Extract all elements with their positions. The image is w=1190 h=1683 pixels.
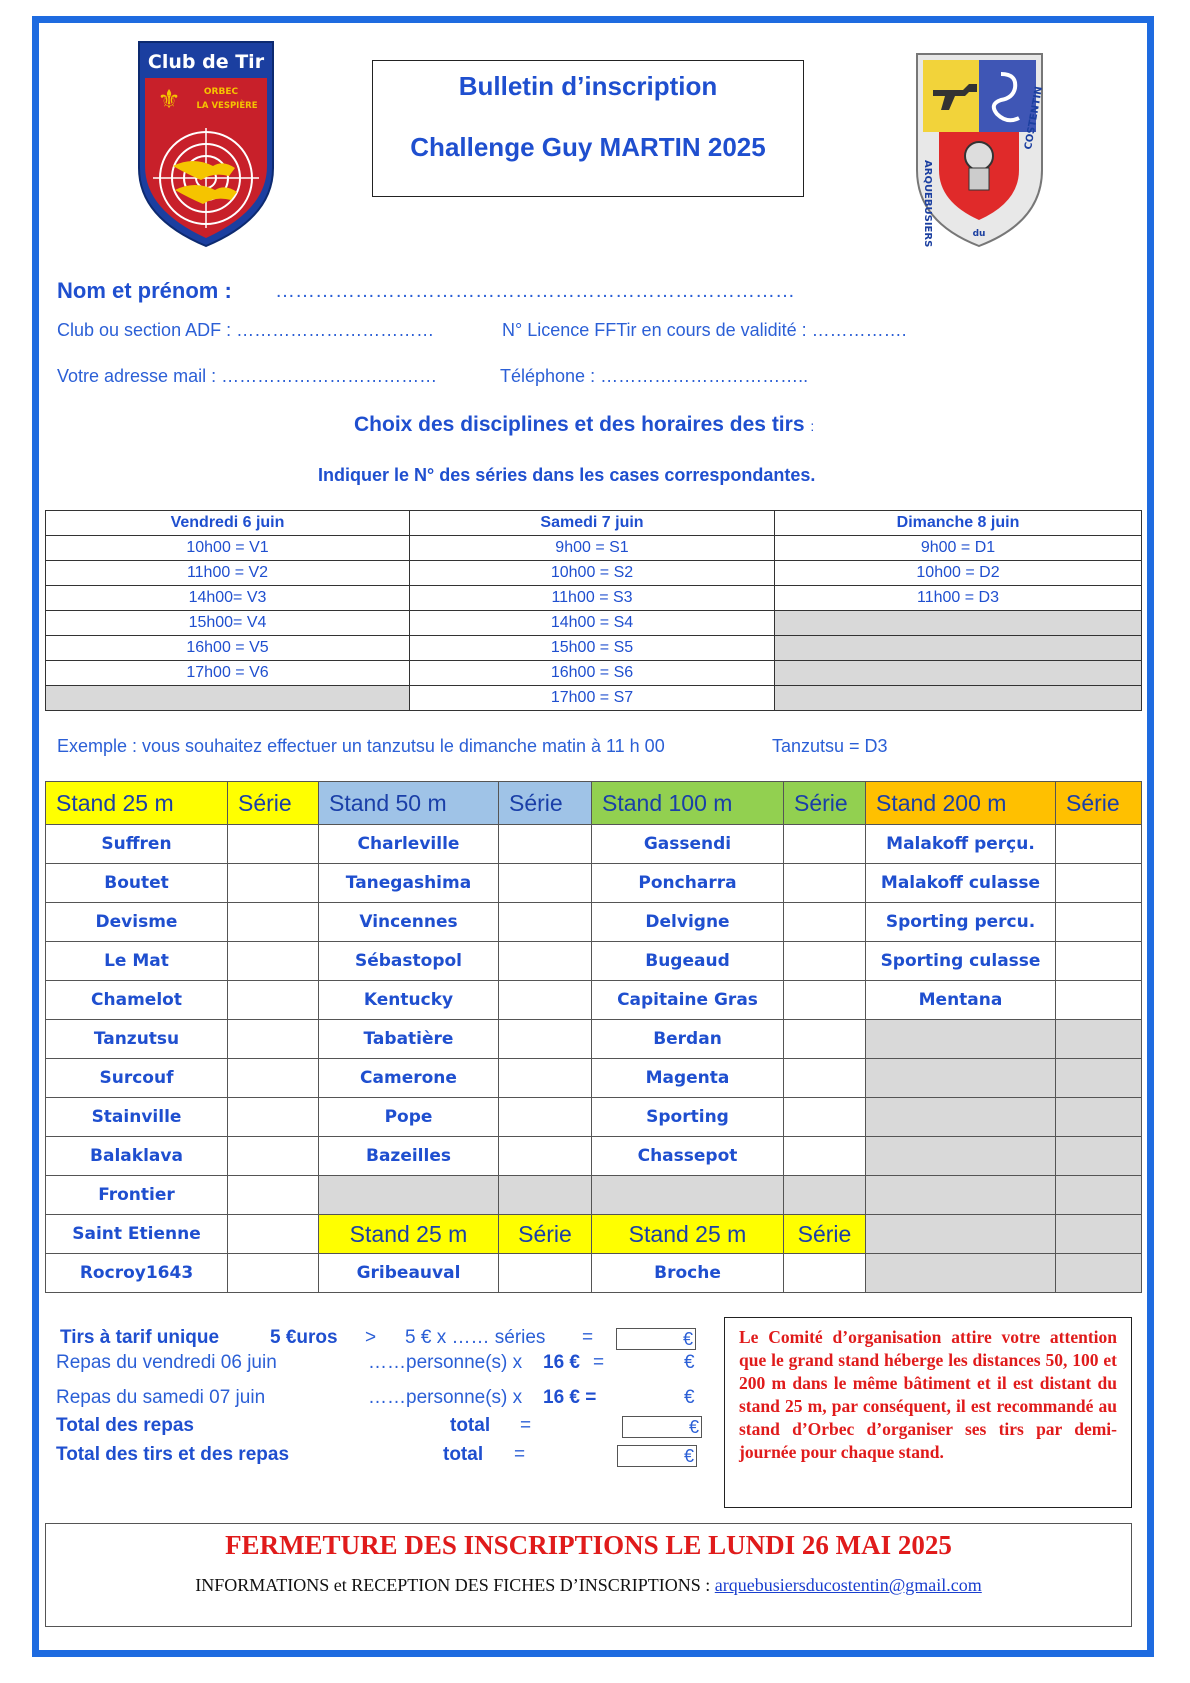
disciplines-table: [45, 781, 1142, 1293]
schedule-row: [46, 536, 1142, 561]
discipline-100m: Poncharra: [592, 864, 784, 903]
section-title-text: Choix des disciplines et des horaires des tirs: [354, 413, 805, 436]
discipline-50m: Charleville: [319, 825, 499, 864]
serie-input-extra-a[interactable]: [499, 1254, 592, 1293]
serie-input-200m[interactable]: [1056, 864, 1142, 903]
repas-vendredi-euro[interactable]: €: [684, 1352, 695, 1373]
schedule-cell: 15h00= V4: [46, 611, 410, 636]
schedule-cell: 9h00 = D1: [775, 536, 1142, 561]
schedule-row: [46, 611, 1142, 636]
empty-cell: [866, 1098, 1056, 1137]
schedule-cell: 16h00 = S6: [410, 661, 775, 686]
empty-cell: [1056, 1215, 1142, 1254]
section-title: [354, 413, 814, 437]
serie-input-25m[interactable]: [228, 1020, 319, 1059]
discipline-50m: Bazeilles: [319, 1137, 499, 1176]
empty-cell: [1056, 1254, 1142, 1293]
discipline-50m: Kentucky: [319, 981, 499, 1020]
discipline-200m: Sporting percu.: [866, 903, 1056, 942]
closing-info-text: INFORMATIONS et RECEPTION DES FICHES D’INSCRIPTIONS :: [195, 1575, 711, 1595]
schedule-cell: 15h00 = S5: [410, 636, 775, 661]
serie-input-200m[interactable]: [1056, 942, 1142, 981]
contact-email-link[interactable]: arquebusiersducostentin@gmail.com: [714, 1575, 982, 1595]
empty-cell: [866, 1254, 1056, 1293]
discipline-25m: Frontier: [46, 1176, 228, 1215]
discipline-25m: Balaklava: [46, 1137, 228, 1176]
closing-title: FERMETURE DES INSCRIPTIONS LE LUNDI 26 MAI 2025: [225, 1530, 952, 1560]
disciplines-header-row: [46, 782, 1142, 825]
serie-input-100m[interactable]: [784, 864, 866, 903]
serie-input-50m[interactable]: [499, 942, 592, 981]
empty-cell: [499, 1176, 592, 1215]
empty-cell: [1056, 1176, 1142, 1215]
empty-cell: [1056, 1020, 1142, 1059]
empty-cell: [319, 1176, 499, 1215]
serie-input-25m[interactable]: [228, 981, 319, 1020]
discipline-row: [46, 825, 1142, 864]
schedule-row: [46, 636, 1142, 661]
email-field[interactable]: Votre adresse mail : ………………………………: [57, 366, 438, 386]
discipline-25m: Stainville: [46, 1098, 228, 1137]
discipline-200m: Mentana: [866, 981, 1056, 1020]
schedule-cell-empty: [775, 636, 1142, 661]
header-serie: Série: [228, 782, 319, 825]
serie-input-25m[interactable]: [228, 825, 319, 864]
discipline-25m: Devisme: [46, 903, 228, 942]
empty-cell: [784, 1176, 866, 1215]
empty-cell: [1056, 1059, 1142, 1098]
header-serie: Série: [1056, 782, 1142, 825]
schedule-cell-empty: [775, 611, 1142, 636]
schedule-header-saturday: Samedi 7 juin: [410, 511, 775, 536]
serie-input-100m[interactable]: [784, 1059, 866, 1098]
serie-input-50m[interactable]: [499, 1098, 592, 1137]
serie-input-25m[interactable]: [228, 1098, 319, 1137]
total-general-label: Total des tirs et des repas: [56, 1444, 290, 1465]
discipline-200m: Sporting culasse: [866, 942, 1056, 981]
empty-cell: [866, 1176, 1056, 1215]
svg-text:LA VESPIÈRE: LA VESPIÈRE: [196, 101, 258, 111]
schedule-cell-empty: [775, 686, 1142, 711]
title-box: [372, 60, 804, 197]
schedule-cell: 11h00 = V2: [46, 561, 410, 586]
tarif-gt: >: [365, 1327, 377, 1348]
discipline-100m: Capitaine Gras: [592, 981, 784, 1020]
club-de-tir-logo: [133, 38, 279, 250]
discipline-25m: Suffren: [46, 825, 228, 864]
discipline-50m: Tanegashima: [319, 864, 499, 903]
name-label: Nom et prénom :: [57, 278, 232, 303]
discipline-25m: Saint Etienne: [46, 1215, 228, 1254]
schedule-row: [46, 661, 1142, 686]
empty-cell: [592, 1176, 784, 1215]
discipline-50m: Vincennes: [319, 903, 499, 942]
serie-input-25m[interactable]: [228, 864, 319, 903]
header-stand-25: Stand 25 m: [46, 782, 228, 825]
serie-input-25m[interactable]: [228, 1215, 319, 1254]
tarif-total-box[interactable]: €: [616, 1328, 696, 1350]
discipline-100m: Delvigne: [592, 903, 784, 942]
schedule-header-row: [46, 511, 1142, 536]
serie-input-50m[interactable]: [499, 1059, 592, 1098]
discipline-50m: Camerone: [319, 1059, 499, 1098]
discipline-200m: Malakoff perçu.: [866, 825, 1056, 864]
svg-text:COSTENTIN: COSTENTIN: [1023, 85, 1046, 151]
schedule-cell: 11h00 = S3: [410, 586, 775, 611]
serie-input-100m[interactable]: [784, 1098, 866, 1137]
serie-input-50m[interactable]: [499, 1137, 592, 1176]
tarif-price: 5 €uros: [270, 1327, 338, 1348]
discipline-25m: Surcouf: [46, 1059, 228, 1098]
empty-cell: [866, 1059, 1056, 1098]
discipline-row: [46, 1176, 1142, 1215]
phone-field[interactable]: Téléphone : ……………………………..: [500, 366, 809, 386]
schedule-cell: 10h00 = D2: [775, 561, 1142, 586]
tarif-eq: =: [582, 1327, 594, 1348]
schedule-cell: 9h00 = S1: [410, 536, 775, 561]
discipline-200m: Malakoff culasse: [866, 864, 1056, 903]
repas-vendredi-label: Repas du vendredi 06 juin: [56, 1352, 277, 1373]
discipline-100m: Bugeaud: [592, 942, 784, 981]
notice-box: Le Comité d’organisation attire votre attention que le grand stand héberge les distances 50, 100 et 200 m dans le même bâtiment et il est distant du stand 25 m, par conséquent, il est recommandé au stand d’Orbec d’organiser ses tirs par demi-journée pour chaque stand.: [724, 1317, 1132, 1508]
tarif-label: Tirs à tarif unique: [60, 1327, 220, 1348]
serie-input-25m[interactable]: [228, 1059, 319, 1098]
discipline-25m: Le Mat: [46, 942, 228, 981]
discipline-50m: Sébastopol: [319, 942, 499, 981]
sub-header-stand-25-b: Stand 25 m: [592, 1215, 784, 1254]
serie-input-100m[interactable]: [784, 1137, 866, 1176]
repas-samedi-label: Repas du samedi 07 juin: [56, 1387, 266, 1408]
schedule-row: [46, 686, 1142, 711]
total-repas-total: total: [450, 1415, 491, 1436]
discipline-row: [46, 1020, 1142, 1059]
title-line2: Challenge Guy MARTIN 2025: [410, 132, 766, 162]
svg-text:ORBEC: ORBEC: [203, 87, 239, 97]
discipline-row: [46, 903, 1142, 942]
licence-field[interactable]: N° Licence FFTir en cours de validité : …………….: [502, 320, 907, 340]
schedule-cell: 17h00 = V6: [46, 661, 410, 686]
schedule-cell: 14h00= V3: [46, 586, 410, 611]
header-serie: Série: [499, 782, 592, 825]
discipline-100m: Gassendi: [592, 825, 784, 864]
discipline-50m: Tabatière: [319, 1020, 499, 1059]
discipline-row: [46, 1098, 1142, 1137]
discipline-25m: Tanzutsu: [46, 1020, 228, 1059]
tarif-calc: 5 € x …… séries: [405, 1327, 546, 1348]
serie-input-50m[interactable]: [499, 903, 592, 942]
discipline-25m: Chamelot: [46, 981, 228, 1020]
serie-input-100m[interactable]: [784, 942, 866, 981]
empty-cell: [1056, 1098, 1142, 1137]
repas-vendredi-calc[interactable]: ……personne(s) x: [368, 1352, 523, 1373]
schedule-cell: 11h00 = D3: [775, 586, 1142, 611]
example-answer: Tanzutsu = D3: [772, 736, 888, 756]
repas-samedi-calc[interactable]: ……personne(s) x: [368, 1387, 523, 1408]
sub-header-serie-a: Série: [499, 1215, 592, 1254]
header-serie: Série: [784, 782, 866, 825]
empty-cell: [866, 1020, 1056, 1059]
sub-header-stand-25-a: Stand 25 m: [319, 1215, 499, 1254]
total-general-eq: =: [514, 1444, 526, 1465]
repas-samedi-price: 16 € =: [543, 1387, 597, 1408]
name-input[interactable]: ……………………………………………………………………: [275, 280, 795, 302]
header-stand-50: Stand 50 m: [319, 782, 499, 825]
serie-input-25m[interactable]: [228, 942, 319, 981]
discipline-100m: Berdan: [592, 1020, 784, 1059]
schedule-row: [46, 586, 1142, 611]
svg-text:Club de Tir: Club de Tir: [147, 51, 265, 73]
discipline-25m: Rocroy1643: [46, 1254, 228, 1293]
discipline-extra-a: Gribeauval: [319, 1254, 499, 1293]
total-repas-label: Total des repas: [56, 1415, 194, 1436]
svg-text:du: du: [972, 229, 986, 239]
serie-input-25m[interactable]: [228, 1137, 319, 1176]
discipline-100m: Magenta: [592, 1059, 784, 1098]
club-field[interactable]: Club ou section ADF : ……………………………: [57, 320, 435, 340]
serie-input-50m[interactable]: [499, 981, 592, 1020]
schedule-header-sunday: Dimanche 8 juin: [775, 511, 1142, 536]
serie-input-100m[interactable]: [784, 903, 866, 942]
total-repas-eq: =: [520, 1415, 532, 1436]
schedule-cell: 17h00 = S7: [410, 686, 775, 711]
sub-header-serie-b: Série: [784, 1215, 866, 1254]
repas-vendredi-eq: =: [593, 1352, 605, 1373]
total-general-total: total: [443, 1444, 484, 1465]
arquebusiers-logo: [913, 50, 1046, 250]
example-text: Exemple : vous souhaitez effectuer un tanzutsu le dimanche matin à 11 h 00: [57, 736, 665, 756]
schedule-cell: 10h00 = V1: [46, 536, 410, 561]
schedule-cell: 16h00 = V5: [46, 636, 410, 661]
discipline-row: [46, 942, 1142, 981]
serie-input-25m[interactable]: [228, 1254, 319, 1293]
discipline-50m: Pope: [319, 1098, 499, 1137]
serie-input-50m[interactable]: [499, 1020, 592, 1059]
discipline-25m: Boutet: [46, 864, 228, 903]
instruction: Indiquer le N° des séries dans les cases correspondantes.: [318, 465, 816, 485]
section-title-colon: :: [810, 418, 815, 434]
discipline-row: [46, 1059, 1142, 1098]
closing-info: [46, 1575, 1131, 1596]
schedule-row: [46, 561, 1142, 586]
discipline-row: [46, 981, 1142, 1020]
schedule-cell-empty: [46, 686, 410, 711]
schedule-cell: 14h00 = S4: [410, 611, 775, 636]
discipline-extra-b: Broche: [592, 1254, 784, 1293]
empty-cell: [866, 1137, 1056, 1176]
serie-input-100m[interactable]: [784, 981, 866, 1020]
total-general-box[interactable]: €: [617, 1445, 697, 1467]
schedule-cell: 10h00 = S2: [410, 561, 775, 586]
schedule-table: [45, 510, 1142, 711]
serie-input-200m[interactable]: [1056, 981, 1142, 1020]
svg-text:⚜: ⚜: [157, 85, 181, 115]
repas-vendredi-price: 16 €: [543, 1352, 580, 1373]
empty-cell: [1056, 1137, 1142, 1176]
serie-input-50m[interactable]: [499, 825, 592, 864]
discipline-row: [46, 1137, 1142, 1176]
discipline-row: [46, 864, 1142, 903]
svg-text:ARQUEBUSIERS: ARQUEBUSIERS: [922, 160, 933, 248]
serie-input-50m[interactable]: [499, 864, 592, 903]
serie-input-200m[interactable]: [1056, 903, 1142, 942]
schedule-header-friday: Vendredi 6 juin: [46, 511, 410, 536]
serie-input-25m[interactable]: [228, 903, 319, 942]
discipline-100m: Sporting: [592, 1098, 784, 1137]
serie-input-100m[interactable]: [784, 1020, 866, 1059]
title-line1: Bulletin d’inscription: [458, 71, 718, 101]
discipline-100m: Chassepot: [592, 1137, 784, 1176]
discipline-row: [46, 1215, 1142, 1254]
repas-samedi-euro[interactable]: €: [684, 1387, 695, 1408]
header-stand-200: Stand 200 m: [866, 782, 1056, 825]
empty-cell: [866, 1215, 1056, 1254]
discipline-row: [46, 1254, 1142, 1293]
header-stand-100: Stand 100 m: [592, 782, 784, 825]
serie-input-100m[interactable]: [784, 825, 866, 864]
closing-box: [45, 1523, 1132, 1627]
schedule-cell-empty: [775, 661, 1142, 686]
total-repas-box[interactable]: €: [622, 1416, 702, 1438]
serie-input-extra-b[interactable]: [784, 1254, 866, 1293]
serie-input-25m[interactable]: [228, 1176, 319, 1215]
serie-input-200m[interactable]: [1056, 825, 1142, 864]
